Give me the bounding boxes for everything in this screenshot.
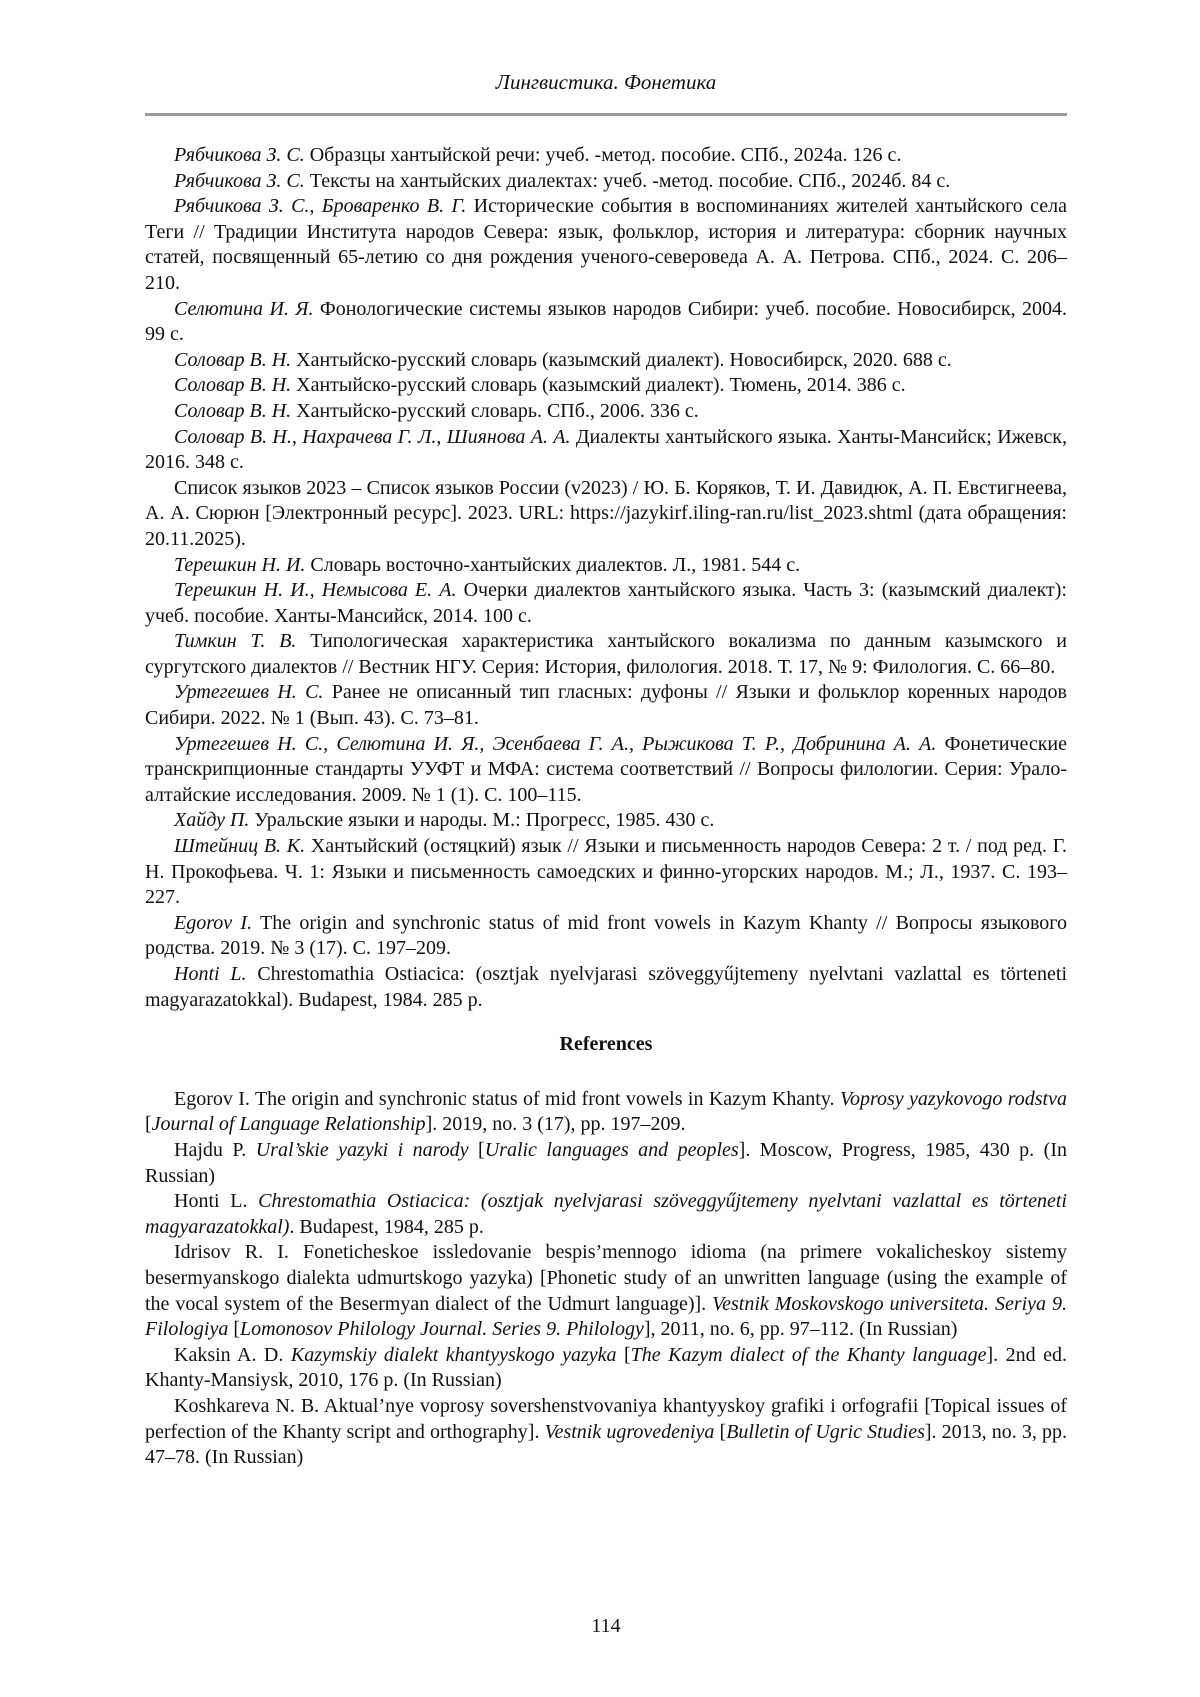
- bibliography-entry: [145, 194, 1067, 296]
- bibliography-entry: [145, 143, 1067, 169]
- reference-italic-segment: Journal of Language Relationship: [151, 1113, 426, 1136]
- reference-italic-segment: Voprosy yazykovogo rodstva: [839, 1087, 1067, 1110]
- running-title: Лингвистика. Фонетика: [495, 70, 717, 94]
- reference-italic-segment: The Kazym dialect of the Khanty language: [630, 1343, 987, 1366]
- entry-author: Терешкин Н. И., Немысова Е. А.: [174, 579, 457, 602]
- entry-author: Хайду П.: [174, 809, 250, 832]
- bibliography-entry: [145, 808, 1067, 834]
- entry-text: Хантыйско-русский словарь (казымский диалект). Тюмень, 2014. 386 с.: [291, 374, 906, 397]
- entry-text: Фонологические системы языков народов Сибири: учеб. пособие. Новосибирск, 2004. 99 с.: [145, 297, 1067, 346]
- bibliography-entry: [145, 680, 1067, 731]
- entry-text: Уральские языки и народы. М.: Прогресс, 1985. 430 с.: [249, 809, 715, 832]
- bibliography-entry: [145, 911, 1067, 962]
- reference-segment: ]. 2019, no. 3 (17), pp. 197–209.: [425, 1113, 686, 1136]
- entry-author: Honti L.: [174, 963, 247, 985]
- entry-author: Терешкин Н. И.: [174, 553, 306, 576]
- bibliography-entry: [145, 629, 1067, 680]
- entry-text: Типологическая характеристика хантыйского вокализма по данным казымского и сургутского диалектов // Вестник НГУ. Серия: История, филология. 2018. Т. 17, № 9: Филология. С. 66–80.: [145, 630, 1068, 678]
- reference-segment: ]. 2nd ed. Khanty-Mansiysk, 2010, 176 p. (In Russian): [145, 1343, 1067, 1392]
- entry-author: Соловар В. Н., Нахрачева Г. Л., Шиянова А. А.: [174, 425, 571, 448]
- entry-author: Селютина И. Я.: [174, 297, 314, 320]
- bibliography-entry: [145, 169, 1067, 195]
- entry-text: Очерки диалектов хантыйского языка. Часть 3: (казымский диалект): учеб. пособие. Ханты-Мансийск, 2014. 100 с.: [145, 579, 1067, 627]
- reference-entry: [145, 1189, 1067, 1240]
- reference-entry: [145, 1087, 1067, 1138]
- entry-author: Тимкин Т. В.: [174, 630, 297, 653]
- entry-text: Хантыйско-русский словарь (казымский диалект). Новосибирск, 2020. 688 с.: [291, 348, 952, 371]
- reference-italic-segment: Uralic languages and peoples: [484, 1138, 739, 1161]
- entry-text: Chrestomathia Ostiacica: (osztjak nyelvjarasi szöveggyűjtemeny nyelvtani vazlattal es törteneti magyarazatokkal). Budapest, 1984. 285 p.: [145, 963, 1068, 1011]
- reference-segment: ]. 2013, no. 3, pp. 47–78. (In Russian): [145, 1420, 1067, 1469]
- reference-entry: [145, 1240, 1067, 1342]
- journal-page: [145, 0, 1067, 1697]
- entry-author: Уртегешев Н. С.: [174, 681, 324, 704]
- entry-text: Хантыйский (остяцкий) язык // Языки и письменность народов Севера: 2 т. / под ред. Г. Н. Прокофьева. Ч. 1: Языки и письменность самоедских и финно-угорских народов. М.; Л., 1937. С. 193–227.: [145, 835, 1067, 909]
- reference-segment: [: [145, 1113, 152, 1136]
- entry-text: Словарь восточно-хантыйских диалектов. Л., 1981. 544 с.: [305, 553, 801, 576]
- reference-segment: [: [714, 1420, 727, 1443]
- entry-text: Фонетические транскрипционные стандарты УУФТ и МФА: система соответствий // Вопросы филологии. Серия: Урало-алтайские исследования. 2009. № 1 (1). С. 100–115.: [145, 732, 1067, 806]
- entry-author: Соловар В. Н.: [174, 348, 292, 371]
- reference-italic-segment: Kazymskiy dialekt khantyyskogo yazyka: [290, 1343, 617, 1366]
- reference-entry: [145, 1394, 1067, 1471]
- entry-text: Ранее не описанный тип гласных: дуфоны // Языки и фольклор коренных народов Сибири. 2022. № 1 (Вып. 43). С. 73–81.: [145, 681, 1067, 730]
- references-en-list: [145, 1087, 1067, 1471]
- bibliography-entry: [145, 348, 1067, 374]
- reference-segment: Honti L.: [174, 1190, 259, 1213]
- entry-author: Рябчикова З. С.: [174, 144, 305, 166]
- entry-text: Тексты на хантыйских диалектах: учеб. -метод. пособие. СПб., 2024б. 84 с.: [304, 169, 951, 192]
- references-title: References: [559, 1033, 653, 1056]
- reference-segment: [: [468, 1138, 485, 1161]
- entry-author: Соловар В. Н.: [174, 374, 292, 397]
- reference-italic-segment: Chrestomathia Ostiacica: (osztjak nyelvjarasi szöveggyűjtemeny nyelvtani vazlattal es törteneti magyarazatokkal): [145, 1190, 1067, 1238]
- reference-segment: Hajdu P.: [174, 1138, 256, 1161]
- reference-segment: Egorov I. The origin and synchronic status of mid front vowels in Kazym Khanty.: [174, 1087, 840, 1110]
- reference-segment: [: [228, 1318, 240, 1341]
- entry-author: Рябчикова З. С.: [174, 169, 305, 192]
- entry-text: Список языков 2023 – Список языков России (v2023) / Ю. Б. Коряков, Т. И. Давидюк, А. П. Евстигнеева, А. А. Сюрюн [Электронный ресурс]. 2023. URL: https://jazykirf.iling-ran.ru/list_2023.shtml (дата обращения: 20.11.2025).: [145, 476, 1067, 550]
- entry-author: Рябчикова З. С., Броваренко В. Г.: [174, 195, 467, 218]
- entry-author: Соловар В. Н.: [174, 399, 292, 422]
- reference-segment: ]. Moscow, Progress, 1985, 430 p. (In Russian): [145, 1138, 1067, 1187]
- bibliography-entry: [145, 373, 1067, 399]
- header-rule: [145, 113, 1067, 116]
- bibliography-ru-list: [145, 143, 1067, 1013]
- reference-italic-segment: Lomonosov Philology Journal. Series 9. Philology: [240, 1318, 644, 1341]
- bibliography-entry: [145, 962, 1067, 1013]
- entry-text: Исторические события в воспоминаниях жителей хантыйского села Теги // Традиции Института народов Севера: язык, фольклор, история и литература: сборник научных статей, посвященный 65-летию со дня рождения ученого-североведа А. А. Петрова. СПб., 2024. С. 206–210.: [145, 195, 1067, 294]
- entry-author: Egorov I.: [174, 911, 253, 934]
- bibliography-entry: [145, 553, 1067, 579]
- reference-italic-segment: Vestnik ugrovedeniya: [544, 1420, 715, 1443]
- reference-italic-segment: Ural’skie yazyki i narody: [255, 1138, 469, 1161]
- entry-text: Хантыйско-русский словарь. СПб., 2006. 336 с.: [291, 399, 699, 422]
- reference-italic-segment: Vestnik Moskovskogo universiteta. Seriya 9. Filologiya: [145, 1292, 1067, 1341]
- reference-segment: Idrisov R. I. Foneticheskoe issledovanie bespis’mennogo idioma (na primere vokalicheskoy sistemy besermyanskogo dialekta udmurtskogo yazyka) [Phonetic study of an unwritten language (using the example of the vocal system of the Besermyan dialect of the Udmurt language)].: [145, 1241, 1067, 1315]
- reference-entry: [145, 1343, 1067, 1394]
- reference-segment: . Budapest, 1984, 285 p.: [289, 1215, 484, 1238]
- entry-text: The origin and synchronic status of mid front vowels in Kazym Khanty // Вопросы языкового родства. 2019. № 3 (17). С. 197–209.: [145, 911, 1067, 960]
- bibliography-entry: [145, 732, 1067, 809]
- bibliography-entry: [145, 425, 1067, 476]
- bibliography-entry: [145, 578, 1067, 629]
- bibliography-entry: [145, 834, 1067, 911]
- entry-author: Штейниц В. К.: [174, 835, 306, 858]
- bibliography-entry: [145, 476, 1067, 553]
- page-number: 114: [591, 1615, 621, 1637]
- reference-segment: Koshkareva N. B. Aktual’nye voprosy sovershenstvovaniya khantyyskoy grafiki i orfografii [Topical issues of perfection of the Khanty script and orthography].: [145, 1394, 1067, 1443]
- bibliography-entry: [145, 297, 1067, 348]
- reference-segment: [: [616, 1343, 631, 1366]
- entry-text: Диалекты хантыйского языка. Ханты-Мансийск; Ижевск, 2016. 348 с.: [145, 425, 1067, 474]
- bibliography-entry: [145, 399, 1067, 425]
- reference-entry: [145, 1138, 1067, 1189]
- entry-author: Уртегешев Н. С., Селютина И. Я., Эсенбаева Г. А., Рыжикова Т. Р., Добринина А. А.: [174, 732, 937, 755]
- entry-text: Образцы хантыйской речи: учеб. -метод. пособие. СПб., 2024а. 126 с.: [304, 144, 902, 166]
- reference-segment: ], 2011, no. 6, pp. 97–112. (In Russian): [643, 1318, 958, 1341]
- reference-segment: Kaksin A. D.: [174, 1343, 291, 1366]
- reference-italic-segment: Bulletin of Ugric Studies: [726, 1420, 925, 1443]
- bibliography: [145, 143, 1067, 1471]
